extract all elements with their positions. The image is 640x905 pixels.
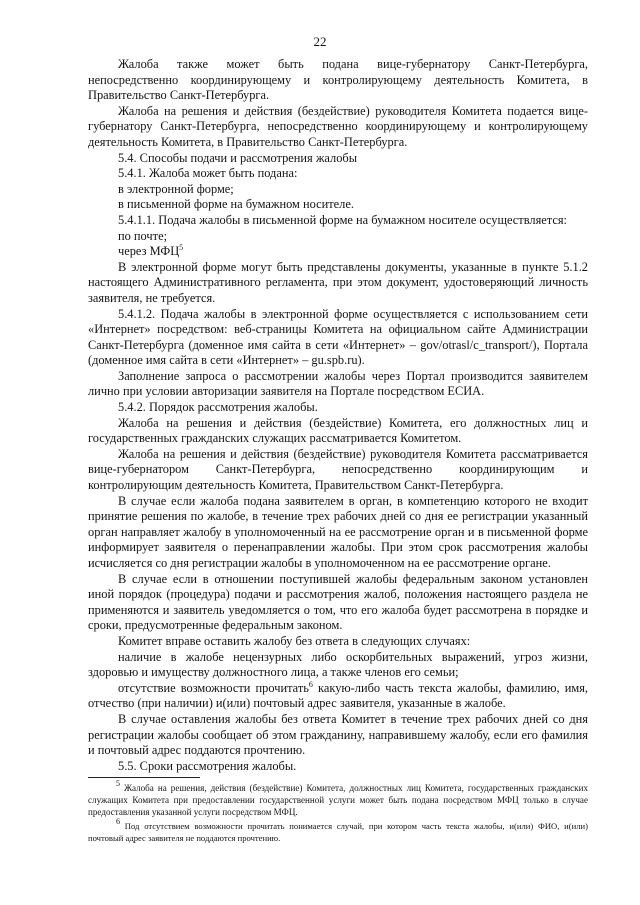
footnote-ref-5[interactable]: 5 — [179, 243, 184, 253]
section-heading: 5.5. Сроки рассмотрения жалобы. — [118, 758, 297, 773]
footnote-5 — [88, 779, 588, 819]
paragraph: В случае оставления жалобы без ответа Комитет в течение трех рабочих дней со дня регистрации жалобы сообщает об этом гражданину, направившему жалобу, если его фамилия и почтовый адрес поддаются прочтению. — [88, 711, 588, 758]
footnote-text: Жалоба на решения, действия (бездействие) Комитета, должностных лиц Комитета, государственных гражданских служащих Комитета при предоставлении государственной услуги может быть подана посредством МФЦ только в случае предоставления указанной услуги посредством МФЦ. — [88, 783, 588, 818]
footnote-text: Под отсутствием возможности прочитать понимается случай, при котором часть текста жалобы, и(или) ФИО, и(или) почтовый адрес заявителя не поддаются прочтению. — [88, 821, 588, 843]
list-item: наличие в жалобе нецензурных либо оскорбительных выражений, угроз жизни, здоровью и имуществу должностного лица, а также членов его семьи; — [88, 649, 588, 680]
paragraph: 5.4.1.2. Подача жалобы в электронной форме осуществляется с использованием сети «Интернет» посредством: веб-страницы Комитета на официальном сайте Администрации Санкт-Петербурга (доменное имя сайта в сети «Интернет» – gov/otrasl/c_transport/), Портала (доменное имя сайта в сети «Интернет» – gu.spb.ru). — [88, 306, 588, 368]
paragraph: Комитет вправе оставить жалобу без ответа в следующих случаях: — [118, 633, 471, 648]
footnote-mark: 6 — [116, 817, 120, 826]
footnote-6 — [88, 817, 588, 844]
paragraph: В случае если жалоба подана заявителем в орган, в компетенцию которого не входит принятие решения по жалобе, в течение трех рабочих дней со дня ее регистрации указанный орган направляет жалобу в уполномоченный на ее рассмотрение орган и в письменной форме информирует заявителя о перенаправлении жалобы. При этом срок рассмотрения жалобы исчисляется со дня регистрации жалобы в уполномоченном на ее рассмотрение органе. — [88, 493, 588, 570]
paragraph: В случае если в отношении поступившей жалобы федеральным законом установлен иной порядок (процедура) подачи и рассмотрения жалоб, положения настоящего раздела не применяются и заявитель уведомляется о том, что его жалоба будет рассмотрена в порядке и сроки, предусмотренные федеральным законом. — [88, 571, 588, 633]
list-item: в электронной форме; — [118, 181, 234, 196]
list-item: в письменной форме на бумажном носителе. — [118, 197, 354, 212]
list-item-text: отсутствие возможности прочитать — [118, 680, 309, 695]
list-item — [88, 681, 588, 712]
paragraph: 5.4.1. Жалоба может быть подана: — [118, 166, 298, 181]
paragraph: Жалоба на решения и действия (бездействие) руководителя Комитета рассматривается вице-губернатором Санкт-Петербурга, непосредственно координирующим и контролирующим деятельность Комитета, Правительством Санкт-Петербурга. — [88, 446, 588, 493]
paragraph: Жалоба также может быть подана вице-губернатору Санкт-Петербурга, непосредственно координирующему и контролирующему деятельность Комитета, в Правительство Санкт-Петербурга. — [88, 57, 588, 103]
document-body — [88, 57, 588, 774]
paragraph: В электронной форме могут быть представлены документы, указанные в пункте 5.1.2 настоящего Административного регламента, при этом документ, удостоверяющий личность заявителя, не требуется. — [88, 259, 588, 305]
footnote-ref-6[interactable]: 6 — [308, 679, 313, 689]
list-item-text-continued: какую-либо часть текста жалобы, фамилию, имя, отчество (при наличии) и(или) почтовый адрес заявителя, указанные в жалобе. — [88, 680, 589, 711]
paragraph: 5.4.1.1. Подача жалобы в письменной форме на бумажном носителе осуществляется: — [118, 212, 567, 227]
list-item: по почте; — [118, 228, 168, 243]
page-number: 22 — [313, 34, 327, 49]
list-item-text: через МФЦ — [118, 244, 180, 259]
footnote-mark: 5 — [116, 779, 120, 788]
paragraph: Жалоба на решения и действия (бездействие) руководителя Комитета подается вице-губернатору Санкт-Петербурга, непосредственно координирующему и контролирующему деятельность Комитета, в Правительство Санкт-Петербурга. — [88, 103, 588, 149]
footnote-separator — [88, 777, 200, 778]
section-heading: 5.4. Способы подачи и рассмотрения жалобы — [118, 150, 358, 165]
paragraph: Заполнение запроса о рассмотрении жалобы через Портал производится заявителем лично при условии авторизации заявителя на Портале посредством ЕСИА. — [88, 368, 588, 399]
list-item — [88, 244, 588, 260]
section-heading: 5.4.2. Порядок рассмотрения жалобы. — [118, 400, 318, 415]
paragraph: Жалоба на решения и действия (бездействие) Комитета, его должностных лиц и государственных гражданских служащих рассматривается Комитетом. — [88, 415, 588, 446]
